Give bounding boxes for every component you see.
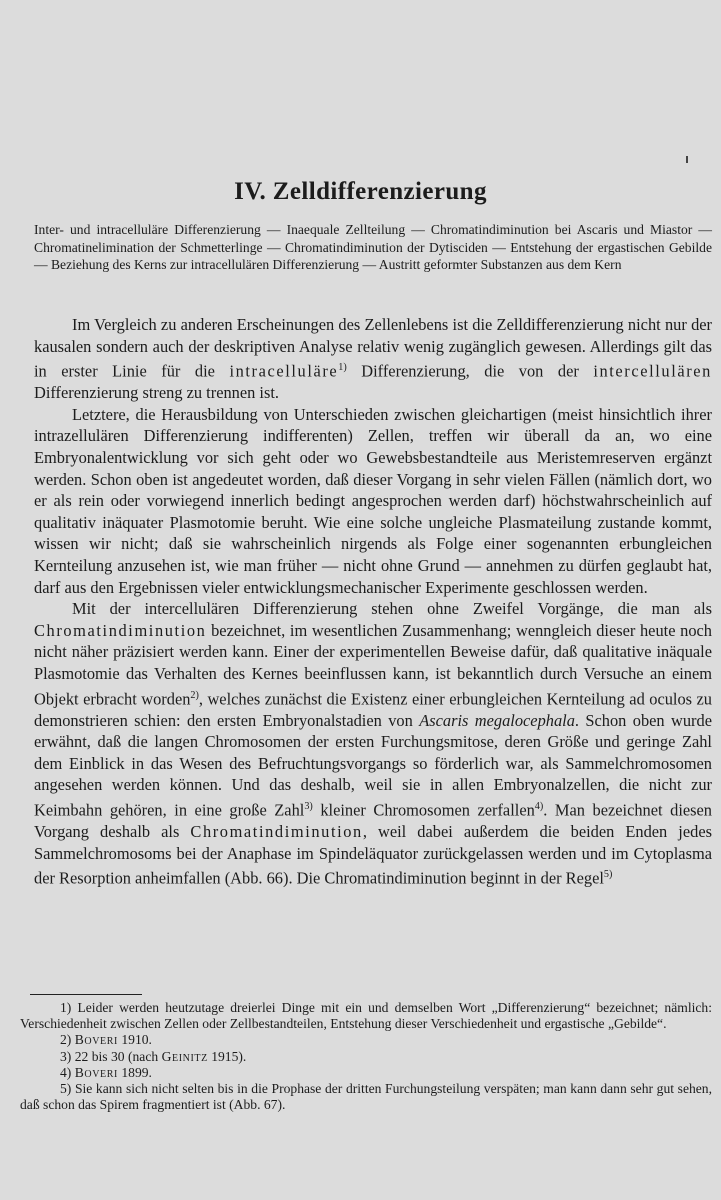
footnote-5: 5) Sie kann sich nicht selten bis in die Prophase der dritten Furchungsteilung verspäten; man kann dann sehr gut sehen, daß schon das Spirem fragmentiert ist (Abb. 67). — [20, 1081, 712, 1113]
footnote-ref: 3) — [304, 801, 313, 812]
paragraph-3 — [34, 598, 712, 889]
author-name: Boveri — [74, 1032, 118, 1048]
text-run: 1915). — [207, 1048, 247, 1064]
footnotes — [20, 1000, 712, 1113]
text-run: Differenzierung streng zu trennen ist. — [34, 383, 280, 403]
footnote-number: 4) — [60, 1064, 72, 1080]
author-name: Geinitz — [161, 1048, 208, 1064]
footnote-4 — [20, 1065, 712, 1081]
footnote-ref: 1) — [338, 362, 347, 374]
footnote-divider — [30, 994, 142, 995]
footnote-1: 1) Leider werden heutzutage dreierlei Dinge mit ein und demselben Wort „Differenzierung“ bezeichnet; nämlich: Verschiedenheit zwischen Zellen oder Zellbestandteilen, Entstehung dieser Verschiedenheit und ergastische „Gebilde“. — [20, 1000, 712, 1032]
footnote-number: 2) — [60, 1032, 72, 1048]
spaced-term: Chromatindiminution — [34, 620, 207, 640]
spaced-term: intercellulären — [593, 361, 712, 381]
footnote-ref: 2) — [190, 689, 199, 701]
species-name: Ascaris megalocephala — [419, 710, 575, 730]
text-run: . Man bezeichnet diesen Vorgang deshalb als — [34, 800, 712, 842]
text-run: kleiner Chromosomen zerfallen — [312, 800, 535, 820]
text-run: Differenzierung, die von der — [346, 361, 594, 381]
footnote-3 — [20, 1049, 712, 1065]
author-name: Boveri — [74, 1064, 118, 1080]
text-run: . Schon oben wurde erwähnt, daß die langen Chromosomen der ersten Furchungsmitose, deren Größe und geringe Zahl dem Einblick in das Wesen des Befruchtungsvorgangs so förderlich war, als Sammelchromosomen angesehen werden können. Und das deshalb, weil sie in allen Embryonalzellen, die nicht zur Keimbahn gehören, in eine große Zahl — [34, 710, 712, 820]
footnote-ref: 5) — [603, 869, 613, 881]
text-run: Im Vergleich zu anderen Erscheinungen des Zellenlebens ist die Zelldifferenzierung nicht nur der kausalen sondern auch der deskriptiven Analyse relativ wenig zugänglich gewesen. Allerdings gilt das in erster Linie für die — [34, 315, 712, 381]
print-mark — [686, 156, 688, 163]
footnote-2 — [20, 1032, 712, 1048]
chapter-summary: Inter- und intracelluläre Differenzierung — Inaequale Zellteilung — Chromatindiminution bei Ascaris und Miastor — Chromatinelimination der Schmetterlinge — Chromatindiminution der Dytisciden — Entstehung der ergastischen Gebilde — Beziehung des Kerns zur intracellulären Differenzierung — Austritt geformter Substanzen aus dem Kern — [34, 222, 712, 273]
text-run: Mit der intercellulären Differenzierung stehen ohne Zweifel Vorgänge, die man als — [72, 599, 712, 619]
text-run: , welches zunächst die Existenz einer erbungleichen Kernteilung ad oculos zu demonstrieren schien: den ersten Embryonalstadien von — [34, 689, 712, 730]
spaced-term: Chromatindiminution — [190, 822, 363, 842]
footnote-year: 1910. — [121, 1032, 152, 1048]
paragraph-2: Letztere, die Herausbildung von Unterschieden zwischen gleichartigen (meist hinsichtlich ihrer intrazellulären Differenzierung indifferenten) Zellen, treffen wir überall da an, wo eine Embryonalentwicklung vor sich geht oder wo Gewebsbestandteile aus Meristemreserven ergänzt werden. Schon oben ist angedeutet worden, daß dieser Vorgang in sehr vielen Fällen (nämlich dort, wo er als rein oder vorwiegend innerlich bedingt angesprochen werden darf) höchstwahrscheinlich auf qualitativ inäquater Plasmotomie beruht. Wie eine solche ungleiche Plasmateilung zustande kommt, wissen wir nicht; daß sie wahrscheinlich nirgends als Folge einer sogenannten erbungleichen Kernteilung anzusehen ist, wie man früher — nicht ohne Grund — annehmen zu dürfen geglaubt hat, darf aus den Ergebnissen vieler entwicklungsmechanischer Experimente geschlossen werden. — [34, 404, 712, 597]
chapter-heading: IV. Zelldifferenzierung — [234, 178, 487, 205]
spaced-term: intracelluläre — [229, 361, 339, 381]
body-text — [34, 314, 712, 889]
paragraph-1 — [34, 314, 712, 404]
text-run: , weil dabei außerdem die beiden Enden jedes Sammelchromosoms bei der Anaphase im Spindeläquator zurückgelassen werden und im Cytoplasma der Resorption anheimfallen (Abb. 66). Die Chromatindiminution beginnt in der Regel — [34, 822, 712, 888]
footnote-ref: 4) — [534, 801, 544, 812]
footnote-year: 1899. — [121, 1064, 152, 1080]
text-run: 3) 22 bis 30 (nach — [60, 1048, 162, 1064]
text-run: bezeichnet, im wesentlichen Zusammenhang; wenngleich dieser heute noch nicht näher präzisiert werden kann. Einer der experimentellen Beweise dafür, daß qualitative inäquale Plasmotomie das Verhalten des Kernes beeinflussen kann, ist bekanntlich durch Versuche an einem Objekt erbracht worden — [34, 620, 712, 709]
